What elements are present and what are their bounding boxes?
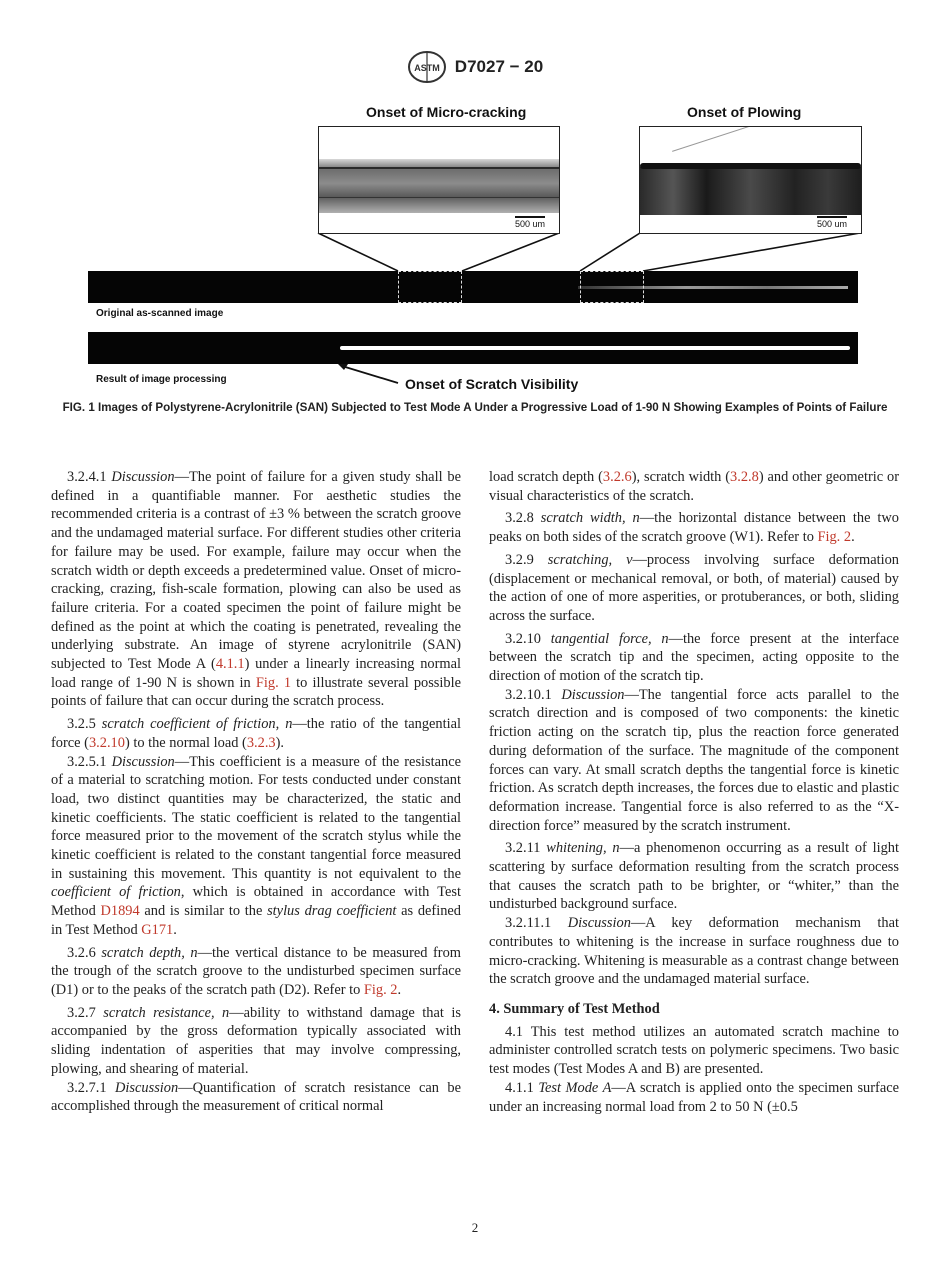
paragraph-3-2-6: 3.2.6 scratch depth, n—the vertical distance to be measured from the trough of the scratch groove to the undisturbed specimen surface (D1) or to the peaks of the scratch path (D2). Refer to Fig. 2. [51,944,461,998]
page-header [0,50,950,84]
inset-right-title: Onset of Plowing [687,104,802,120]
connector-line [318,233,398,271]
figure-1 [80,94,870,394]
ref-link[interactable]: 3.2.10 [88,734,125,751]
ref-link[interactable]: Fig. 2 [817,529,852,546]
onset-visibility-label: Onset of Scratch Visibility [405,376,579,392]
astm-logo-text: ASTM [414,63,440,73]
original-image-label: Original as-scanned image [96,308,224,319]
connector-line [580,233,640,271]
document-number: D7027 − 20 [454,57,544,76]
micro-cracking-image [318,126,560,234]
paragraph-3-2-10: 3.2.10 tangential force, n—the force present at the interface between the scratch tip and the specimen, acting opposite to the direction of motion of the scratch tip. [489,630,899,685]
figure-caption: FIG. 1 Images of Polystyrene-Acrylonitrile (SAN) Subjected to Test Mode A Under a Progressive Load of 1-90 N Showing Examples of Points of Failure [62,401,888,414]
ref-link[interactable]: 3.2.3 [246,734,276,751]
ref-link[interactable]: Fig. 2 [363,981,398,998]
selection-box-micro-cracking [398,271,462,303]
paragraph-3-2-7: 3.2.7 scratch resistance, n—ability to withstand damage that is accompanied by the gross deformation typically associated with sliding indentation of asperities that may involve compressing, plowing, and shearing of material. [51,1004,461,1077]
selection-box-plowing [580,271,644,303]
paragraph-3-2-11: 3.2.11 whitening, n—a phenomenon occurring as a result of light scattering by surface deformation resulting from the scratch process that causes the scratch path to be brighter, or “whiter,” than the undisturbed background surface. [489,840,899,913]
paragraph-3-2-9: 3.2.9 scratching, v—process involving surface deformation (displacement or mechanical removal, or both, of material) caused by the action of one of more asperities, or protuberances, or both, sliding across the surface. [489,551,899,624]
left-column [51,468,461,1116]
paragraph-3-2-11-1: 3.2.11.1 Discussion—A key deformation mechanism that contributes to whitening is the increase in surface roughness due to micro-cracking. Whitening is measurable as a contrast change between the scratch groove and the undamaged material surface. [489,915,899,988]
paragraph-3-2-5: 3.2.5 scratch coefficient of friction, n—the ratio of the tangential force (3.2.10) to the normal load (3.2.3). [51,716,461,751]
connector-line [643,233,860,271]
astm-logo [407,50,447,84]
ref-link[interactable]: Fig. 1 [255,674,292,691]
paragraph-3-2-7-1: 3.2.7.1 Discussion—Quantification of scratch resistance can be accomplished through the measurement of critical normal [51,1079,461,1115]
paragraph-3-2-8: 3.2.8 scratch width, n—the horizontal distance between the two peaks on both sides of the scratch groove (W1). Refer to Fig. 2. [489,510,899,546]
inset-left-title: Onset of Micro-cracking [366,104,527,120]
ref-link[interactable]: 4.1.1 [215,656,245,673]
paragraph-3-2-5-1: 3.2.5.1 Discussion—This coefficient is a measure of the resistance of a material to scratching motion. For tests conducted under constant load, two distinct quantities may be characterized, the static and kinetic coefficients. The static coefficient is related to the tangential force measured prior to the movement of the scratch stylus while the kinetic coefficient is related to the constant tangential force measured in sustaining this movement. This quantity is not equivalent to the coefficient of friction, which is obtained in accordance with Test Method D1894 and is similar to the stylus drag coefficient as defined in Test Method G171. [51,753,461,938]
plowing-image [639,126,862,234]
ref-link[interactable]: 3.2.6 [602,469,632,485]
paragraph-3-2-10-1: 3.2.10.1 Discussion—The tangential force acts parallel to the scratch direction and is composed of two components: the kinetic friction acting on the scratch tip, plus the reaction force generated during deformation of the surface. The magnitude of the component forces can vary. At small scratch depths the tangential force is kinetic friction. As scratch depth increases, the forces due to elastic and plastic deformation increase. Tangential force is also referred to as the “X-direction force” measured by the scratch instrument. [489,686,899,834]
paragraph-3-2-4-1: 3.2.4.1 Discussion—The point of failure for a given study shall be defined in a quantifiable manner. For aesthetic studies the recommended criteria is a contrast of ±3 % between the scratch groove and the undamaged material surface. For different studies other criteria for failure may be used. For example, failure may occur when the scratch width or depth exceeds a predetermined value. Onset of micro-cracking, crazing, fish-scale formation, plowing can also be used as failure criteria. For a coated specimen the point of failure might be defined as the point at which the coating is penetrated, revealing the underlying substrate. An image of styrene acrylonitrile (SAN) subjected to Test Mode A (4.1.1) under a linearly increasing normal load range of 1-90 N is shown in Fig. 1 to illustrate several possible points of failure that can occur during the scratch process. [51,469,461,710]
onset-arrow [342,366,398,383]
page-number: 2 [471,1220,479,1235]
ref-link[interactable]: D1894 [100,903,140,920]
paragraph-4-1: 4.1 This test method utilizes an automated scratch machine to administer controlled scratch tests on polymeric specimens. Two basic test modes (Test Modes A and B) are presented. [489,1023,899,1078]
ref-link[interactable]: G171 [141,921,174,938]
processed-strip [88,332,858,364]
paragraph-continuation: load scratch depth (3.2.6), scratch width (3.2.8) and other geometric or visual characteristics of the scratch. [489,469,899,504]
section-heading-4: 4. Summary of Test Method [489,1000,660,1017]
ref-link[interactable]: 3.2.8 [730,469,759,485]
right-column [489,468,899,1116]
connector-line [462,233,559,271]
processed-image-label: Result of image processing [96,374,227,385]
paragraph-4-1-1: 4.1.1 Test Mode A—A scratch is applied onto the specimen surface under an increasing normal load from 2 to 50 N (±0.5 [489,1079,899,1115]
scale-bar-left: 500 um [514,219,545,229]
original-scan-strip [88,271,858,303]
scale-bar-right: 500 um [816,219,847,229]
